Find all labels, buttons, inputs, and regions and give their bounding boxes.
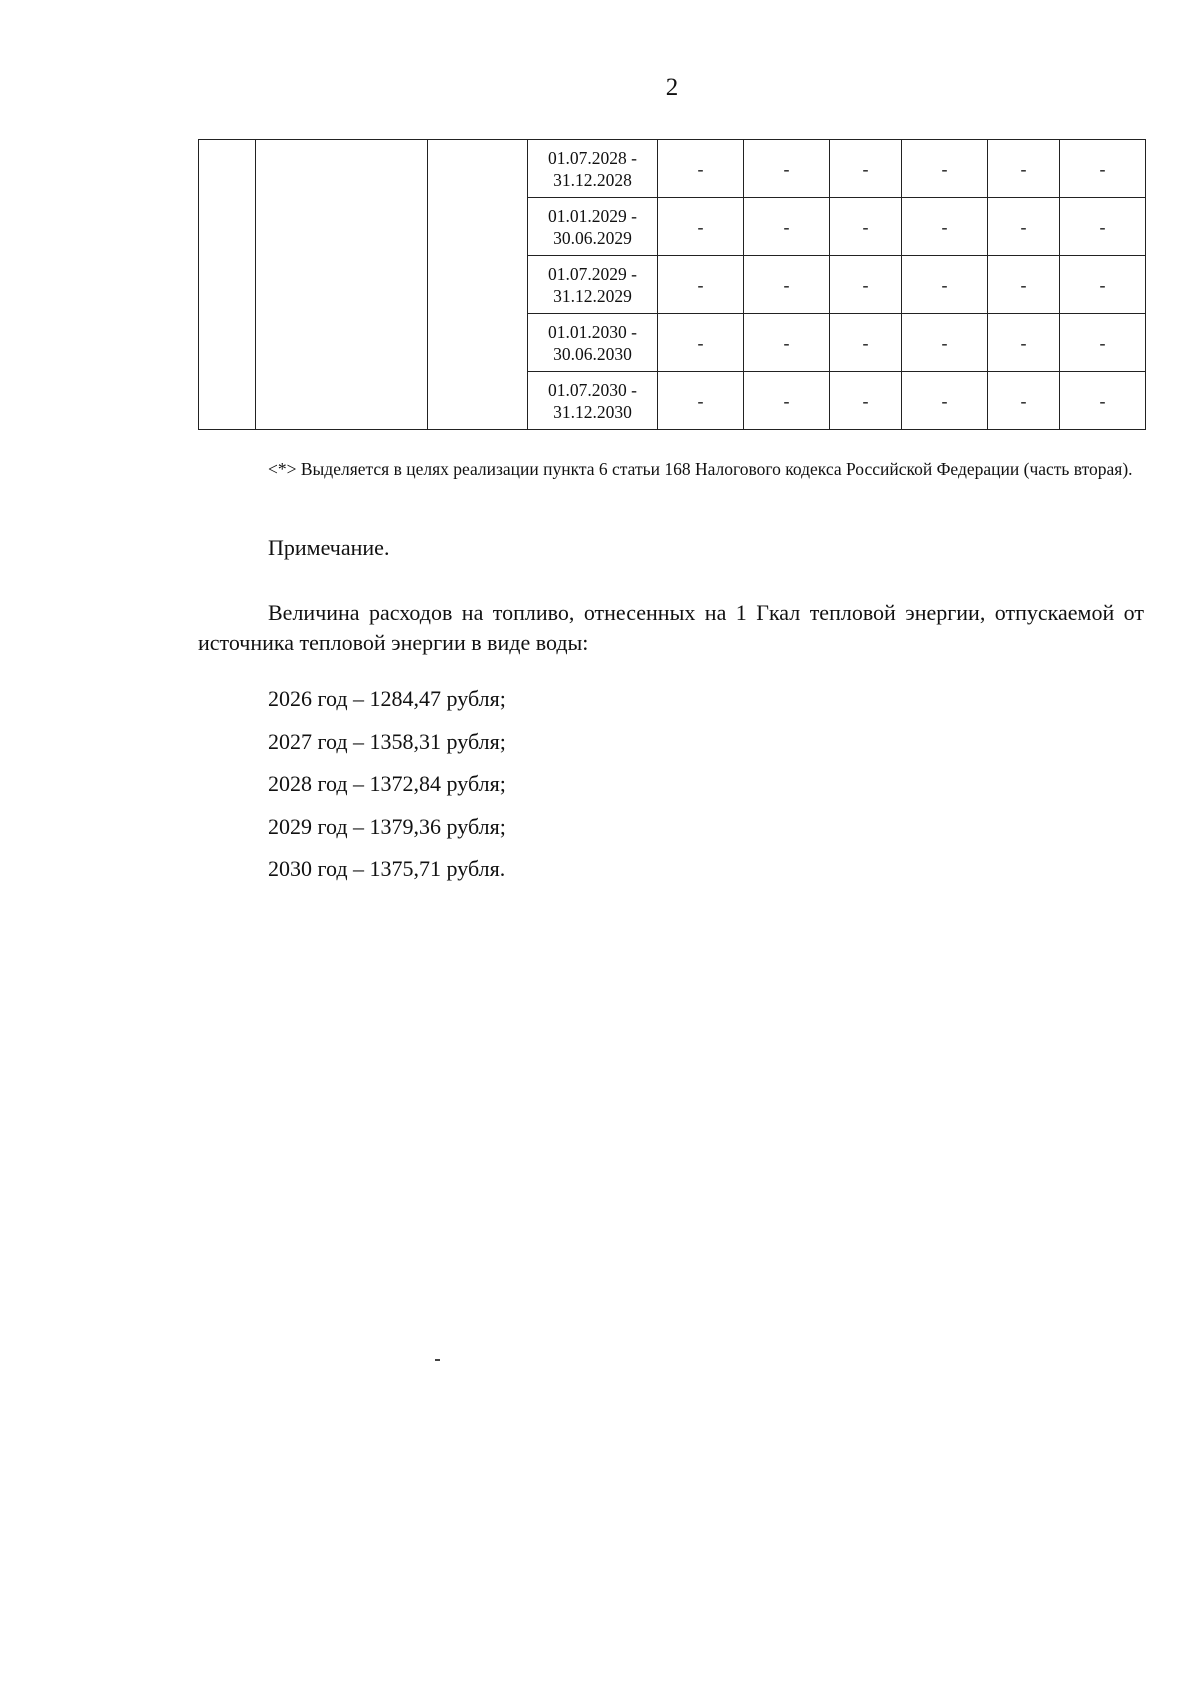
- value-cell: -: [744, 372, 830, 430]
- period-cell: 01.07.2029 - 31.12.2029: [528, 256, 658, 314]
- value-cell: -: [902, 198, 988, 256]
- table-row: [199, 140, 1146, 198]
- value-cell: -: [744, 256, 830, 314]
- value-cell: -: [658, 314, 744, 372]
- value-cell: -: [658, 256, 744, 314]
- value-cell: -: [988, 314, 1060, 372]
- value-cell: -: [744, 314, 830, 372]
- value-cell: -: [1060, 256, 1146, 314]
- period-cell: 01.07.2030 - 31.12.2030: [528, 372, 658, 430]
- scan-speck: [435, 1359, 440, 1361]
- table-cell-number: [199, 140, 256, 430]
- value-cell: -: [1060, 140, 1146, 198]
- value-cell: -: [744, 198, 830, 256]
- value-cell: -: [1060, 372, 1146, 430]
- note-text: Величина расходов на топливо, отнесенных на 1 Гкал тепловой энергии, отпускаемой от источника тепловой энергии в виде воды:: [198, 600, 1144, 655]
- value-cell: -: [902, 256, 988, 314]
- value-cell: -: [830, 256, 902, 314]
- value-cell: -: [830, 372, 902, 430]
- list-item: 2030 год – 1375,71 рубля.: [268, 856, 506, 881]
- value-cell: -: [744, 140, 830, 198]
- page-number: 2: [665, 74, 679, 101]
- value-cell: -: [1060, 198, 1146, 256]
- value-cell: -: [988, 140, 1060, 198]
- value-cell: -: [902, 140, 988, 198]
- note-title: Примечание.: [268, 535, 390, 560]
- value-cell: -: [830, 198, 902, 256]
- value-cell: -: [658, 140, 744, 198]
- value-cell: -: [902, 314, 988, 372]
- footnote: <*> Выделяется в целях реализации пункта 6 статьи 168 Налогового кодекса Российской Федерации (часть вторая).: [268, 459, 1133, 479]
- table-cell-name: [256, 140, 428, 430]
- table-cell-group: [428, 140, 528, 430]
- value-cell: -: [988, 372, 1060, 430]
- period-cell: 01.07.2028 - 31.12.2028: [528, 140, 658, 198]
- value-cell: -: [830, 140, 902, 198]
- list-item: 2026 год – 1284,47 рубля;: [268, 686, 506, 711]
- list-item: 2027 год – 1358,31 рубля;: [268, 728, 506, 754]
- value-cell: -: [1060, 314, 1146, 372]
- fuel-cost-list: [268, 684, 506, 897]
- period-cell: 01.01.2029 - 30.06.2029: [528, 198, 658, 256]
- list-item: 2029 год – 1379,36 рубля;: [268, 813, 506, 839]
- list-item: 2028 год – 1372,84 рубля;: [268, 771, 506, 796]
- value-cell: -: [902, 372, 988, 430]
- value-cell: -: [658, 198, 744, 256]
- value-cell: -: [658, 372, 744, 430]
- value-cell: -: [988, 198, 1060, 256]
- tariff-table: [198, 139, 1146, 430]
- value-cell: -: [830, 314, 902, 372]
- value-cell: -: [988, 256, 1060, 314]
- period-cell: 01.01.2030 - 30.06.2030: [528, 314, 658, 372]
